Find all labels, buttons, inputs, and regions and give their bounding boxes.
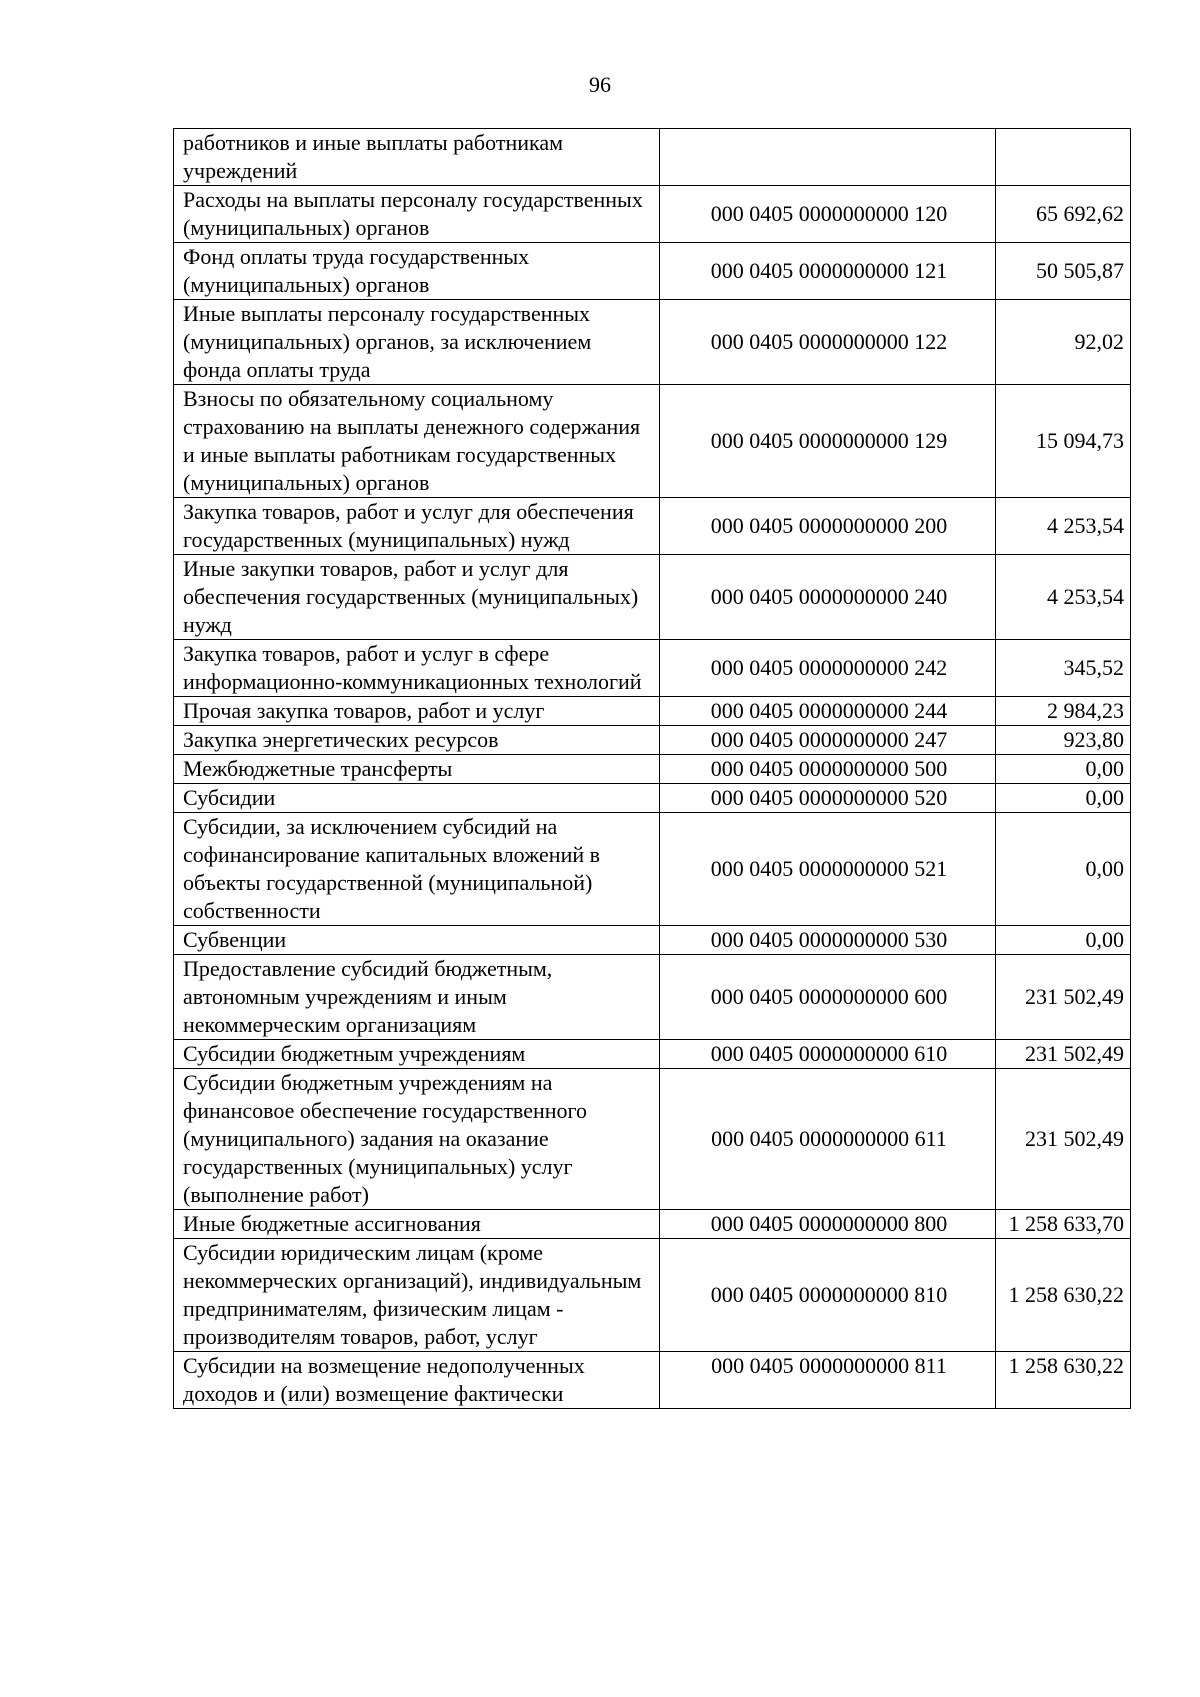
row-name-cell: Субсидии	[174, 784, 660, 813]
row-code-cell: 000 0405 0000000000 530	[660, 926, 996, 955]
row-code-cell: 000 0405 0000000000 611	[660, 1069, 996, 1210]
row-code-cell: 000 0405 0000000000 242	[660, 640, 996, 697]
row-code-cell: 000 0405 0000000000 800	[660, 1210, 996, 1239]
row-code-cell: 000 0405 0000000000 240	[660, 555, 996, 640]
row-name-cell: Субсидии, за исключением субсидий на софинансирование капитальных вложений в объекты государственной (муниципальной) собственности	[174, 813, 660, 926]
row-code-cell: 000 0405 0000000000 244	[660, 697, 996, 726]
row-name-cell: Субсидии юридическим лицам (кроме некоммерческих организаций), индивидуальным предпринимателям, физическим лицам - производителям товаров, работ, услуг	[174, 1239, 660, 1352]
row-amount-cell: 231 502,49	[996, 955, 1131, 1040]
row-code-cell: 000 0405 0000000000 200	[660, 498, 996, 555]
row-name-cell: работников и иные выплаты работникам учреждений	[174, 129, 660, 186]
row-code-cell: 000 0405 0000000000 520	[660, 784, 996, 813]
row-name-cell: Расходы на выплаты персоналу государственных (муниципальных) органов	[174, 186, 660, 243]
row-amount-cell: 4 253,54	[996, 498, 1131, 555]
row-name-cell: Предоставление субсидий бюджетным, автономным учреждениям и иным некоммерческим организациям	[174, 955, 660, 1040]
table-row	[174, 186, 1131, 243]
table-row	[174, 385, 1131, 498]
row-amount-cell: 0,00	[996, 813, 1131, 926]
table-row	[174, 926, 1131, 955]
table-row	[174, 555, 1131, 640]
row-name-cell: Взносы по обязательному социальному страхованию на выплаты денежного содержания и иные выплаты работникам государственных (муниципальных) органов	[174, 385, 660, 498]
row-name-cell: Субвенции	[174, 926, 660, 955]
row-code-cell	[660, 129, 996, 186]
table-row	[174, 640, 1131, 697]
row-code-cell: 000 0405 0000000000 120	[660, 186, 996, 243]
table-row	[174, 784, 1131, 813]
row-name-cell: Закупка товаров, работ и услуг для обеспечения государственных (муниципальных) нужд	[174, 498, 660, 555]
row-amount-cell: 0,00	[996, 755, 1131, 784]
table-row	[174, 129, 1131, 186]
row-code-cell: 000 0405 0000000000 810	[660, 1239, 996, 1352]
table-row	[174, 1210, 1131, 1239]
row-name-cell: Субсидии бюджетным учреждениям на финансовое обеспечение государственного (муниципального) задания на оказание государственных (муниципальных) услуг (выполнение работ)	[174, 1069, 660, 1210]
table-row	[174, 300, 1131, 385]
row-name-cell: Закупка энергетических ресурсов	[174, 726, 660, 755]
table-row	[174, 1069, 1131, 1210]
table-row	[174, 726, 1131, 755]
row-amount-cell: 65 692,62	[996, 186, 1131, 243]
row-amount-cell: 15 094,73	[996, 385, 1131, 498]
row-amount-cell: 50 505,87	[996, 243, 1131, 300]
table-row	[174, 1239, 1131, 1352]
row-amount-cell: 923,80	[996, 726, 1131, 755]
row-amount-cell: 0,00	[996, 784, 1131, 813]
row-amount-cell: 1 258 633,70	[996, 1210, 1131, 1239]
budget-table-body	[174, 129, 1131, 1409]
row-amount-cell: 1 258 630,22	[996, 1352, 1131, 1409]
row-code-cell: 000 0405 0000000000 121	[660, 243, 996, 300]
row-amount-cell: 4 253,54	[996, 555, 1131, 640]
table-row	[174, 697, 1131, 726]
row-code-cell: 000 0405 0000000000 129	[660, 385, 996, 498]
row-amount-cell: 231 502,49	[996, 1069, 1131, 1210]
row-name-cell: Межбюджетные трансферты	[174, 755, 660, 784]
row-amount-cell: 2 984,23	[996, 697, 1131, 726]
table-row	[174, 813, 1131, 926]
row-code-cell: 000 0405 0000000000 521	[660, 813, 996, 926]
row-code-cell: 000 0405 0000000000 610	[660, 1040, 996, 1069]
table-row	[174, 1040, 1131, 1069]
row-name-cell: Субсидии бюджетным учреждениям	[174, 1040, 660, 1069]
table-row	[174, 755, 1131, 784]
row-code-cell: 000 0405 0000000000 122	[660, 300, 996, 385]
row-name-cell: Иные закупки товаров, работ и услуг для обеспечения государственных (муниципальных) нужд	[174, 555, 660, 640]
row-code-cell: 000 0405 0000000000 247	[660, 726, 996, 755]
table-row	[174, 955, 1131, 1040]
row-name-cell: Закупка товаров, работ и услуг в сфере информационно-коммуникационных технологий	[174, 640, 660, 697]
row-code-cell: 000 0405 0000000000 600	[660, 955, 996, 1040]
row-amount-cell: 0,00	[996, 926, 1131, 955]
table-row	[174, 1352, 1131, 1409]
row-amount-cell: 92,02	[996, 300, 1131, 385]
row-amount-cell	[996, 129, 1131, 186]
table-row	[174, 243, 1131, 300]
row-amount-cell: 1 258 630,22	[996, 1239, 1131, 1352]
page-number: 96	[589, 72, 611, 97]
row-name-cell: Иные выплаты персоналу государственных (муниципальных) органов, за исключением фонда оплаты труда	[174, 300, 660, 385]
row-name-cell: Прочая закупка товаров, работ и услуг	[174, 697, 660, 726]
row-code-cell: 000 0405 0000000000 811	[660, 1352, 996, 1409]
row-name-cell: Иные бюджетные ассигнования	[174, 1210, 660, 1239]
budget-table	[173, 128, 1131, 1409]
row-name-cell: Фонд оплаты труда государственных (муниципальных) органов	[174, 243, 660, 300]
row-amount-cell: 345,52	[996, 640, 1131, 697]
table-row	[174, 498, 1131, 555]
row-amount-cell: 231 502,49	[996, 1040, 1131, 1069]
row-code-cell: 000 0405 0000000000 500	[660, 755, 996, 784]
row-name-cell: Субсидии на возмещение недополученных доходов и (или) возмещение фактически	[174, 1352, 660, 1409]
